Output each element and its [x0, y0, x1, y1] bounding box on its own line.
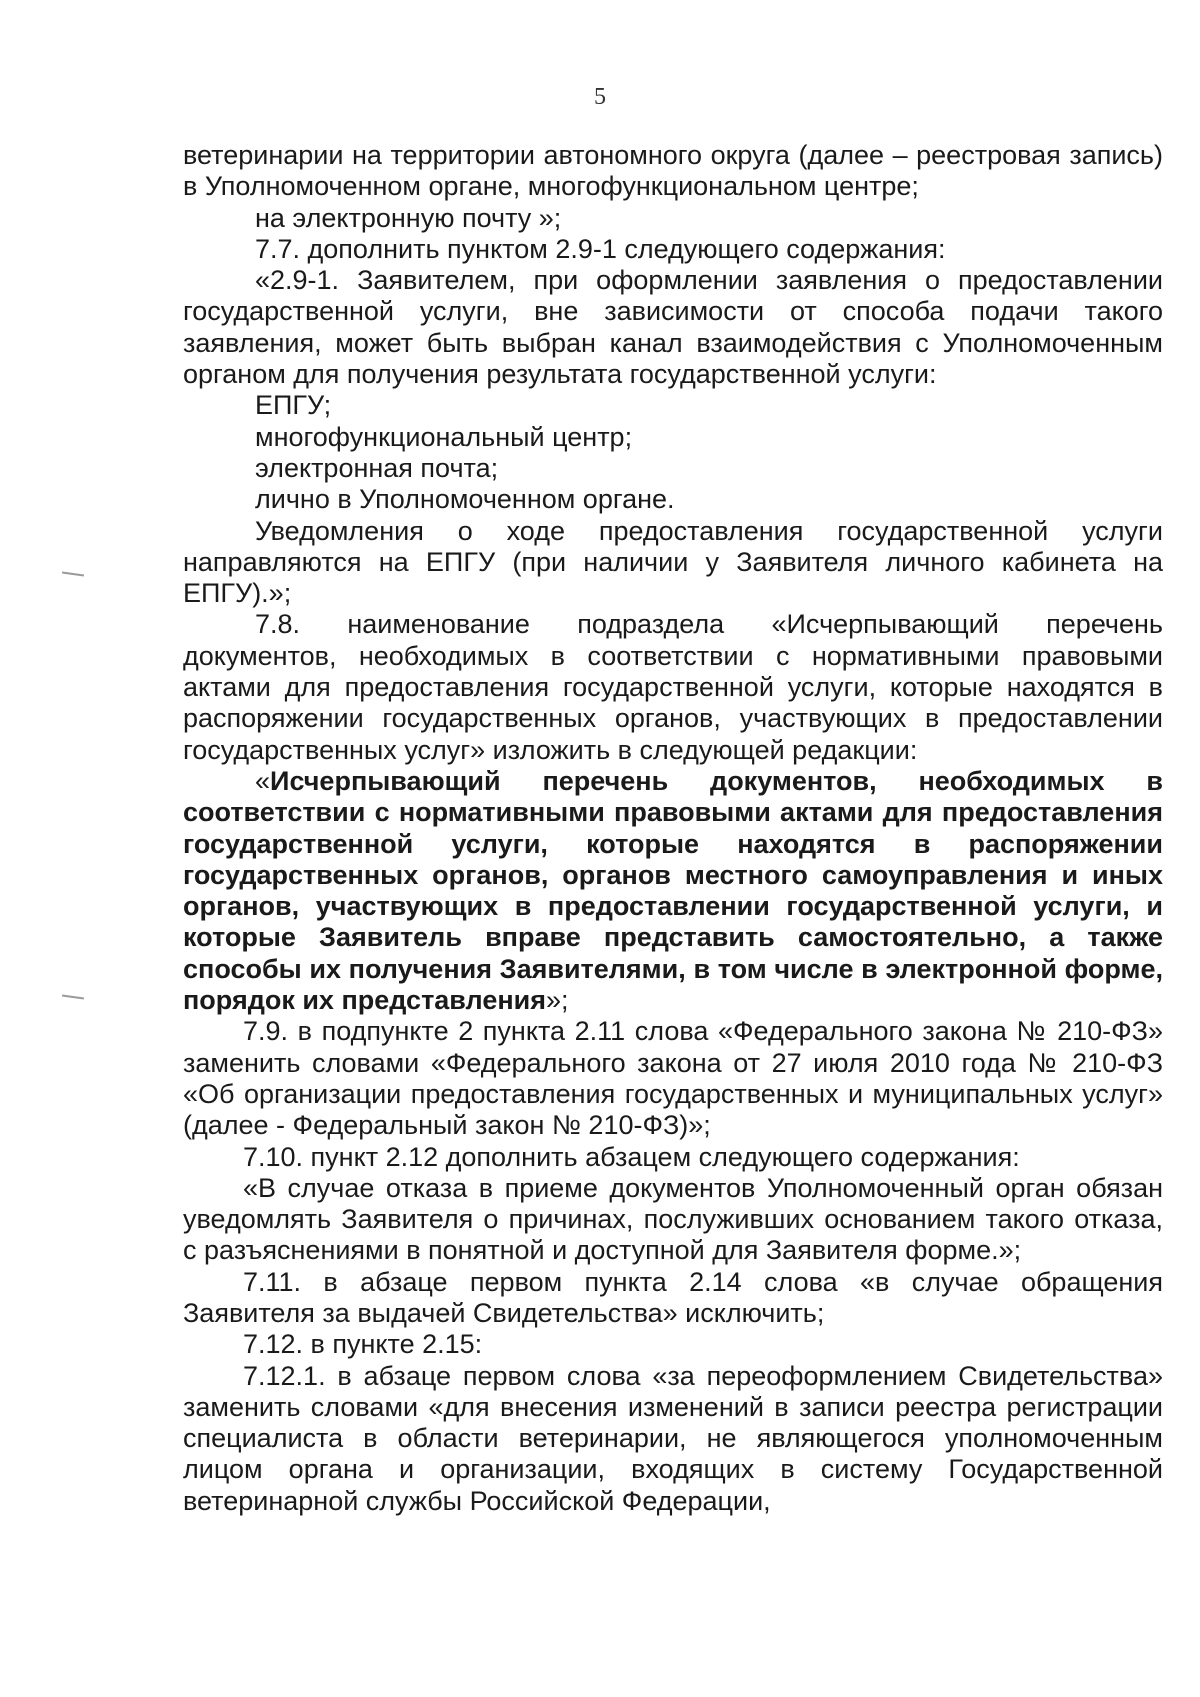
- list-item: ЕПГУ;: [255, 390, 332, 421]
- page-number: 5: [594, 84, 606, 110]
- bold-heading-text: Исчерпывающий перечень документов, необходимых в соответствии с нормативными правовыми актами для предоставления государственной услуги, которые находятся в распоряжении государственных органов, органов местного самоуправления и иных органов, участвующих в предоставлении государственной услуги, и которые Заявитель вправе представить самостоятельно, а также способы их получения Заявителями, в том числе в электронной форме, порядок их представления: [183, 765, 1163, 1016]
- margin-mark: [62, 571, 84, 576]
- paragraph: Уведомления о ходе предоставления государственной услуги направляются на ЕПГУ (при наличии у Заявителя личного кабинета на ЕПГУ).»;: [183, 515, 1163, 609]
- paragraph: 7.9. в подпункте 2 пункта 2.11 слова «Федерального закона № 210-ФЗ» заменить словами «Федерального закона от 27 июля 2010 года № 210-ФЗ «Об организации предоставления государственных и муниципальных услуг» (далее - Федеральный закон № 210-ФЗ)»;: [183, 1016, 1163, 1141]
- paragraph: 7.7. дополнить пунктом 2.9-1 следующего содержания:: [255, 233, 946, 264]
- bold-heading-paragraph: [183, 766, 1163, 1016]
- list-item: многофункциональный центр;: [255, 421, 633, 452]
- paragraph: 7.8. наименование подраздела «Исчерпывающий перечень документов, необходимых в соответствии с нормативными правовыми актами для предоставления государственной услуги, которые находятся в распоряжении государственных органов, участвующих в предоставлении государственных услуг» изложить в следующей редакции:: [183, 609, 1163, 765]
- paragraph: 7.12.1. в абзаце первом слова «за переоформлением Свидетельства» заменить словами «для внесения изменений в записи реестра регистрации специалиста в области ветеринарии, не являющегося уполномоченным лицом органа и организации, входящих в систему Государственной ветеринарной службы Российской Федерации,: [183, 1360, 1163, 1516]
- paragraph: 7.10. пункт 2.12 дополнить абзацем следующего содержания:: [243, 1141, 1020, 1172]
- list-item: электронная почта;: [255, 452, 499, 483]
- close-quote: »;: [546, 985, 569, 1016]
- paragraph: ветеринарии на территории автономного округа (далее – реестровая запись) в Уполномоченном органе, многофункциональном центре;: [183, 140, 1163, 202]
- paragraph: 7.12. в пункте 2.15:: [243, 1329, 483, 1360]
- paragraph: 7.11. в абзаце первом пункта 2.14 слова «в случае обращения Заявителя за выдачей Свидетельства» исключить;: [183, 1266, 1163, 1328]
- paragraph: на электронную почту »;: [255, 202, 562, 233]
- document-body: [183, 140, 1163, 1517]
- paragraph: «2.9-1. Заявителем, при оформлении заявления о предоставлении государственной услуги, вне зависимости от способа подачи такого заявления, может быть выбран канал взаимодействия с Уполномоченным органом для получения результата государственной услуги:: [183, 265, 1163, 390]
- list-item: лично в Уполномоченном органе.: [255, 484, 675, 515]
- paragraph: «В случае отказа в приеме документов Уполномоченный орган обязан уведомлять Заявителя о причинах, послуживших основанием такого отказа, с разъяснениями в понятной и доступной для Заявителя форме.»;: [183, 1172, 1163, 1266]
- open-quote: «: [255, 765, 271, 796]
- margin-mark: [62, 994, 84, 999]
